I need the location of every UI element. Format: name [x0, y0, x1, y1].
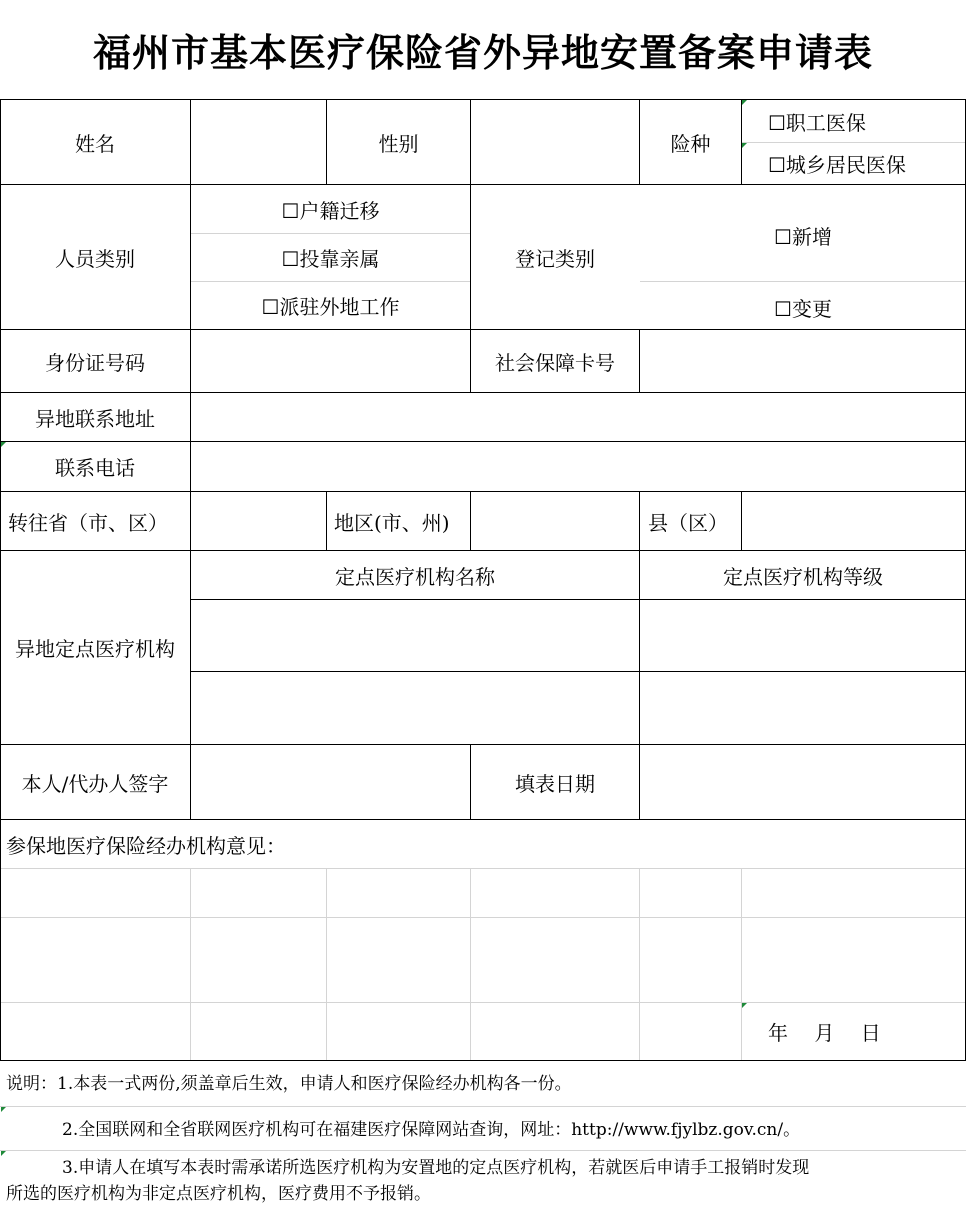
date-field[interactable]: [640, 745, 966, 819]
note-3b: 所选的医疗机构为非定点医疗机构，医疗费用不予报销。: [6, 1184, 431, 1204]
insurance-label: 险种: [670, 131, 711, 156]
note-1: 说明：1.本表一式两份,须盖章后生效，申请人和医疗保险经办机构各一份。: [6, 1074, 572, 1094]
name-label: 姓名: [75, 131, 115, 156]
date-label: 填表日期: [515, 771, 595, 796]
opinion-field[interactable]: [1, 869, 965, 1002]
page-title: 福州市基本医疗保险省外异地安置备案申请表: [92, 30, 873, 75]
id-number-field[interactable]: [191, 330, 470, 392]
region-label: 地区(市、州): [334, 510, 450, 535]
county-field[interactable]: [742, 492, 966, 550]
opinion-label: 参保地医疗保险经办机构意见：: [6, 833, 286, 858]
facility-name-field-2[interactable]: [191, 672, 639, 744]
facility-level-field-1[interactable]: [640, 600, 966, 671]
register-option-change[interactable]: ☐变更: [774, 296, 832, 321]
category-option-dispatched[interactable]: ☐派驻外地工作: [261, 295, 400, 319]
social-card-field[interactable]: [640, 330, 966, 392]
register-label: 登记类别: [515, 246, 595, 271]
signature-label: 本人/代办人签字: [21, 771, 169, 796]
facility-name-field-1[interactable]: [191, 600, 639, 671]
category-option-relative[interactable]: ☐投靠亲属: [281, 247, 380, 271]
gender-field[interactable]: [471, 100, 639, 184]
social-card-label: 社会保障卡号: [495, 350, 615, 375]
category-option-household[interactable]: ☐户籍迁移: [281, 198, 380, 223]
note-3a: 3.申请人在填写本表时需承诺所选医疗机构为安置地的定点医疗机构，若就医后申请手工报销时发现: [62, 1158, 810, 1178]
register-option-new[interactable]: ☐新增: [774, 224, 832, 249]
insurance-option-employee[interactable]: ☐职工医保: [768, 110, 866, 135]
signature-field[interactable]: [191, 745, 470, 819]
insurance-option-resident[interactable]: ☐城乡居民医保: [768, 153, 906, 177]
opinion-date: 年 月 日: [768, 1021, 881, 1045]
phone-field[interactable]: [191, 442, 966, 491]
facility-name-header: 定点医疗机构名称: [335, 564, 495, 589]
facility-level-field-2[interactable]: [640, 672, 966, 744]
note-2: 2.全国联网和全省联网医疗机构可在福建医疗保障网站查询，网址：http://www.fjylbz.gov.cn/。: [62, 1120, 801, 1140]
region-field[interactable]: [471, 492, 639, 550]
address-field[interactable]: [191, 393, 966, 441]
province-label: 转往省（市、区）: [8, 510, 168, 535]
province-field[interactable]: [191, 492, 326, 550]
name-field[interactable]: [191, 100, 326, 184]
address-label: 异地联系地址: [35, 406, 155, 431]
phone-label: 联系电话: [55, 456, 135, 480]
gender-label: 性别: [378, 131, 419, 156]
category-label: 人员类别: [55, 246, 135, 271]
facility-level-header: 定点医疗机构等级: [723, 564, 883, 589]
facility-label: 异地定点医疗机构: [15, 637, 175, 661]
id-number-label: 身份证号码: [45, 350, 145, 375]
county-label: 县（区）: [648, 510, 728, 535]
